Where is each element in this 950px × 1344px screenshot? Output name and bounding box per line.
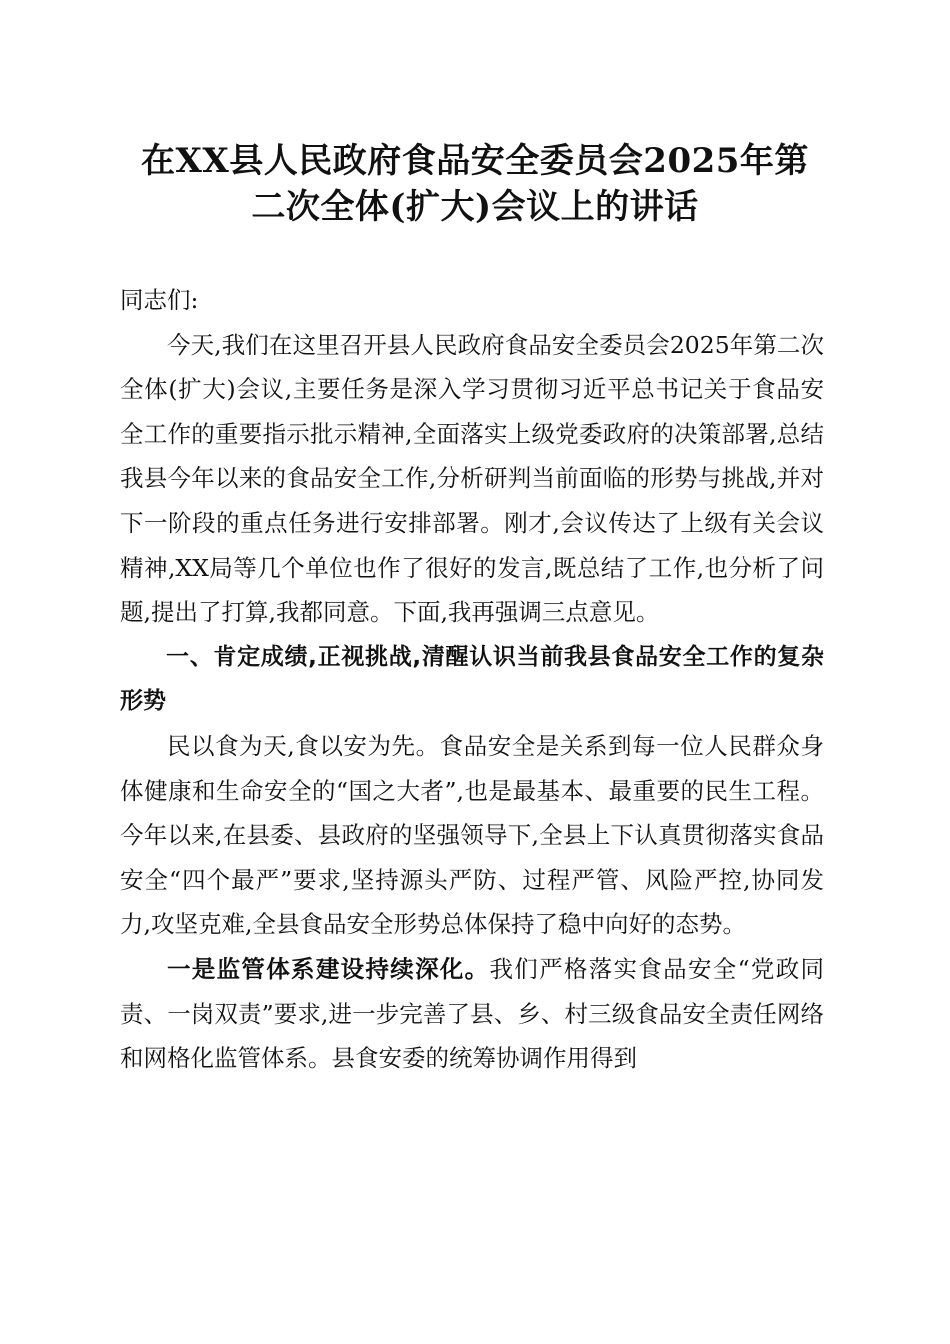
section-1-paragraph: 民以食为天,食以安为先。食品安全是关系到每一位人民群众身体健康和生命安全的“国之大者”,也是最基本、最重要的民生工程。今年以来,在县委、县政府的坚强领导下,全县上下认真贯彻落实食品安全“四个最严”要求,坚持源头严防、过程严管、风险严控,协同发力,攻坚克难,全县食品安全形势总体保持了稳中向好的态势。 (120, 731, 824, 939)
intro-paragraph: 今天,我们在这里召开县人民政府食品安全委员会2025年第二次全体(扩大)会议,主要任务是深入学习贯彻习近平总书记关于食品安全工作的重要指示批示精神,全面落实上级党委政府的决策部署,总结我县今年以来的食品安全工作,分析研判当前面临的形势与挑战,并对下一阶段的重点任务进行安排部署。刚才,会议传达了上级有关会议精神,XX局等几个单位也作了很好的发言,既总结了工作,也分析了问题,提出了打算,我都同意。下面,我再强调三点意见。 (120, 330, 824, 627)
section-1-heading: 一、肯定成绩,正视挑战,清醒认识当前我县食品安全工作的复杂形势 (120, 643, 824, 715)
salutation: 同志们: (120, 286, 199, 314)
title-line-1: 在XX县人民政府食品安全委员会2025年第 (141, 141, 809, 181)
document-title (100, 138, 850, 230)
point-1-lead: 一是监管体系建设持续深化。 (167, 954, 490, 983)
point-1-paragraph (120, 947, 824, 1081)
point-1-body: 我们严格落实食品安全“党政同责、一岗双责”要求,进一步完善了县、乡、村三级食品安全责任网络和网格化监管体系。县食安委的统筹协调作用得到 (120, 954, 825, 1073)
document-body (120, 278, 824, 1081)
title-line-2: 二次全体(扩大)会议上的讲话 (251, 187, 699, 227)
